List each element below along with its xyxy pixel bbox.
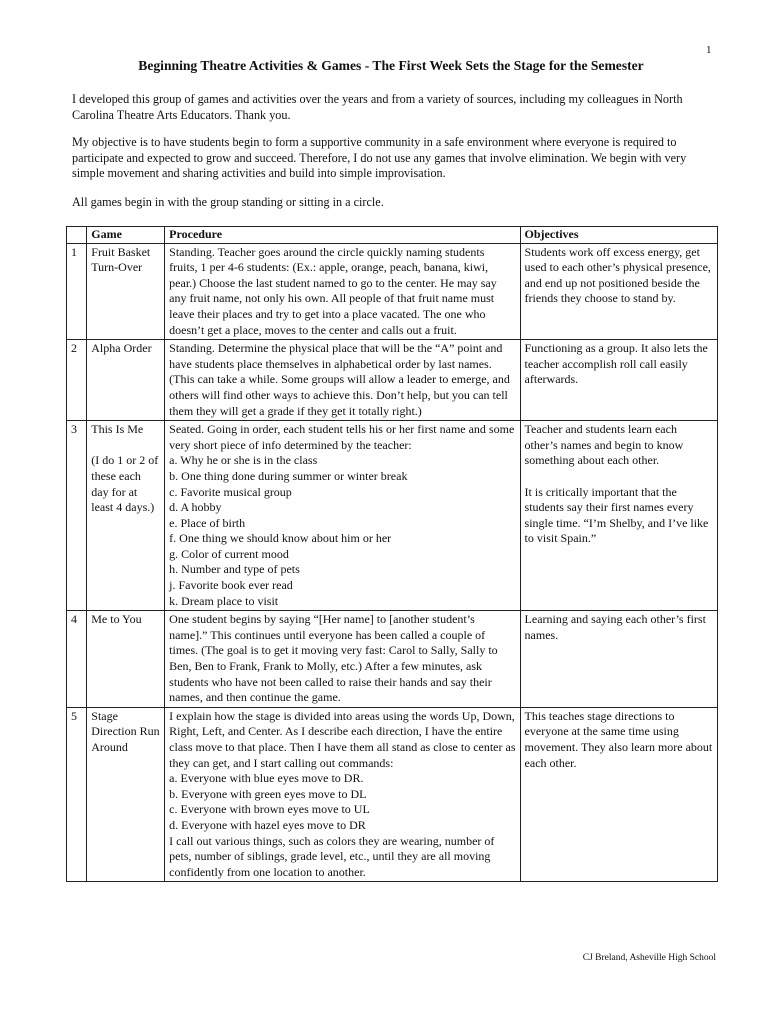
blank-line <box>91 438 160 454</box>
procedure-text: c. Favorite musical group <box>169 484 292 499</box>
objectives-text: Learning and saying each other’s first names. <box>524 612 706 642</box>
procedure-text: b. Everyone with green eyes move to DL <box>169 786 367 801</box>
procedure-text: b. One thing done during summer or winter break <box>169 468 408 483</box>
procedure-text: One student begins by saying “[Her name] to [another student’s name].” This continues until everyone has been called a couple of times. (The goal is to get it moving very fast: Carol to Sally, Sally to Ben, Ben to Frank, Frank to Molly, etc.) After a few minutes, ask students who have not been called to raise their hands and say their names, and then continue the game. <box>169 612 498 705</box>
objectives-text: It is critically important that the students say their first names every single time. “I’m Shelby, and I’ve like to visit Spain.” <box>524 484 709 546</box>
row-objectives-cell <box>520 340 717 421</box>
row-objectives-cell <box>520 243 717 340</box>
table-row <box>67 340 718 421</box>
table-row <box>67 707 718 882</box>
row-objectives-cell <box>520 611 717 708</box>
procedure-text: j. Favorite book ever read <box>169 578 293 593</box>
footer-credit: CJ Breland, Asheville High School <box>582 953 716 963</box>
document-title: Beginning Theatre Activities & Games - The First Week Sets the Stage for the Semester <box>138 58 644 73</box>
row-game-cell <box>87 421 165 611</box>
procedure-text: Standing. Teacher goes around the circle quickly naming students fruits, 1 per 4-6 students: (Ex.: apple, orange, peach, banana, kiwi, pear.) Choose the last student named to go to the center. He may say any fruit name, not only his own. All people of that fruit name must leave their places and try to get into a place vacated. The one who doesn’t get a place, moves to the center and calls out a fruit. <box>169 244 497 337</box>
header-procedure: Procedure <box>165 227 520 244</box>
game-text: Alpha Order <box>91 341 152 356</box>
row-game-cell <box>87 340 165 421</box>
row-procedure-cell <box>165 611 520 708</box>
header-number <box>67 227 87 244</box>
header-game: Game <box>87 227 165 244</box>
row-objectives-cell <box>520 421 717 611</box>
intro-paragraph-sources: I developed this group of games and activities over the years and from a variety of sources, including my colleagues in North Carolina Theatre Arts Educators. Thank you. <box>72 92 683 122</box>
objectives-text: Students work off excess energy, get used to each other’s physical presence, and end up not positioned beside the friends they choose to stand by. <box>524 244 711 306</box>
row-procedure-cell <box>165 421 520 611</box>
procedure-text: e. Place of birth <box>169 515 246 530</box>
row-number: 5 <box>67 707 87 882</box>
procedure-text: k. Dream place to visit <box>169 593 279 608</box>
procedure-text: I call out various things, such as colors they are wearing, number of pets, number of siblings, grade level, etc., until they are all moving confidently from one location to another. <box>169 833 495 879</box>
game-text: (I do 1 or 2 of these each day for at least 4 days.) <box>91 453 159 515</box>
row-number: 2 <box>67 340 87 421</box>
game-text: This Is Me <box>91 422 144 437</box>
row-game-cell <box>87 243 165 340</box>
row-number: 3 <box>67 421 87 611</box>
procedure-text: d. Everyone with hazel eyes move to DR <box>169 817 366 832</box>
blank-line <box>525 469 713 485</box>
table-row <box>67 611 718 708</box>
row-procedure-cell <box>165 243 520 340</box>
activities-table <box>66 226 718 882</box>
objectives-text: This teaches stage directions to everyone at the same time using movement. They also learn more about each other. <box>524 708 713 770</box>
procedure-text: Seated. Going in order, each student tells his or her first name and some very short piece of info determined by the teacher: <box>169 422 515 452</box>
header-objectives: Objectives <box>520 227 717 244</box>
row-number: 4 <box>67 611 87 708</box>
objectives-text: Teacher and students learn each other’s names and begin to know something about each other. <box>524 422 684 468</box>
procedure-text: c. Everyone with brown eyes move to UL <box>169 802 370 817</box>
procedure-text: a. Why he or she is in the class <box>169 453 318 468</box>
row-procedure-cell <box>165 707 520 882</box>
intro-paragraph-objective: My objective is to have students begin to form a supportive community in a safe environment where everyone is required to participate and expected to grow and succeed. Therefore, I do not use any games that involve elimination. We begin with very simple movement and sharing activities and build into simple improvisation. <box>72 135 687 181</box>
table-row <box>67 243 718 340</box>
game-text: Me to You <box>91 612 142 627</box>
procedure-text: I explain how the stage is divided into areas using the words Up, Down, Right, Left, and Center. As I describe each direction, I have the entire class move to that place. Then I have them all stand as close to center as they can get, and I start calling out commands: <box>169 708 516 770</box>
intro-paragraph-circle: All games begin in with the group standing or sitting in a circle. <box>72 195 384 209</box>
row-procedure-cell <box>165 340 520 421</box>
procedure-text: d. A hobby <box>169 500 222 515</box>
row-number: 1 <box>67 243 87 340</box>
procedure-text: h. Number and type of pets <box>169 562 300 577</box>
procedure-text: Standing. Determine the physical place that will be the “A” point and have students place themselves in alphabetical order by last names. (This can take a while. Some groups will allow a leader to emerge, and others will find other ways to achieve this. Don’t help, but you can tell them they will get a grade if they get it totally right.) <box>169 341 510 418</box>
row-objectives-cell <box>520 707 717 882</box>
procedure-text: f. One thing we should know about him or her <box>169 531 392 546</box>
game-text: Stage Direction Run Around <box>91 708 160 754</box>
row-game-cell <box>87 611 165 708</box>
game-text: Fruit Basket Turn-Over <box>91 244 151 275</box>
page-number: 1 <box>706 44 712 56</box>
table-row <box>67 421 718 611</box>
objectives-text: Functioning as a group. It also lets the teacher accomplish roll call easily afterwards. <box>524 341 708 387</box>
row-game-cell <box>87 707 165 882</box>
procedure-text: a. Everyone with blue eyes move to DR. <box>169 771 364 786</box>
table-header-row <box>67 227 718 244</box>
procedure-text: g. Color of current mood <box>169 546 289 561</box>
